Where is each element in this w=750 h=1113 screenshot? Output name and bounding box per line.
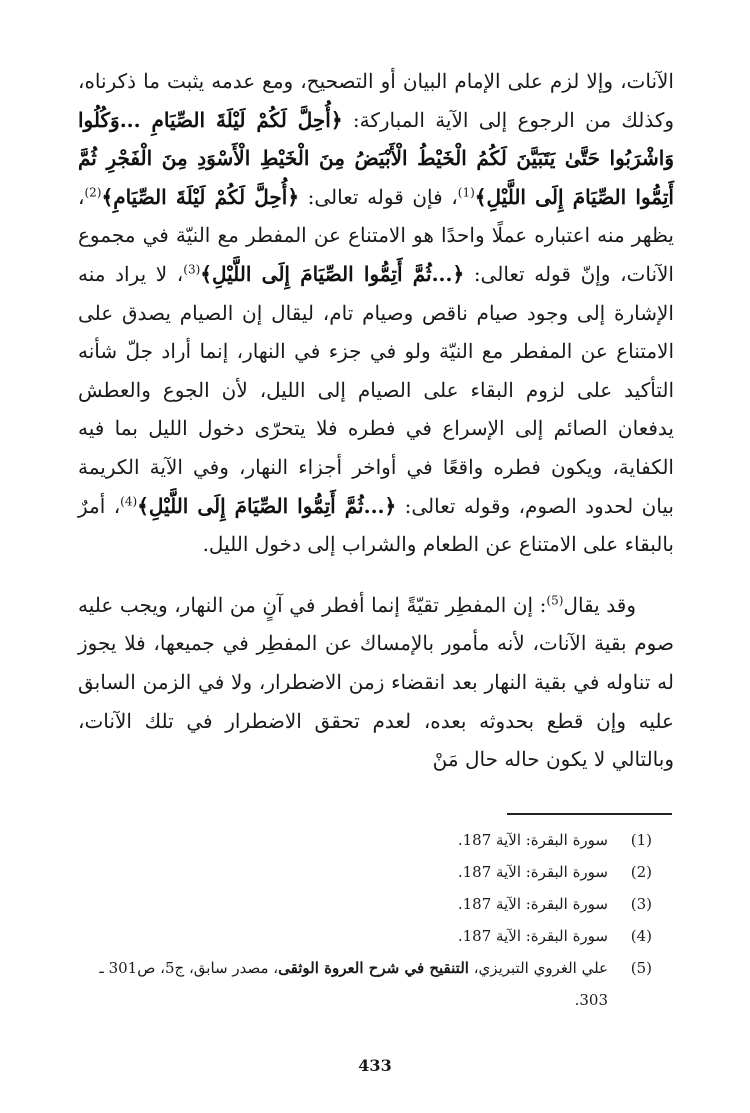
paragraph-text: ، أمرٌ بالبقاء على الامتناع عن الطعام والشراب إلى دخول الليل. [78,493,674,557]
footnote-ref-1[interactable]: (1) [457,185,475,200]
footnote-divider [507,813,672,815]
paragraph-text: ، يظهر منه اعتباره عملًا واحدًا هو الامتناع عن المفطر مع النيّة في مجموع الآنات، وإنّ قوله تعالى: [78,184,674,286]
footnote-ref-3[interactable]: (3) [183,262,201,277]
footnote-item [76,952,652,1016]
footnote-text: سورة البقرة: الآية 187. [457,895,608,913]
footnote-number: (3) [630,895,652,913]
footnote-author: علي الغروي التبريزي، [468,959,608,977]
footnote-item [76,824,652,856]
footnote-text: سورة البقرة: الآية 187. [457,831,608,849]
footnote-number: (2) [630,863,652,881]
footnote-text: سورة البقرة: الآية 187. [457,863,608,881]
paragraph-text: : إن المفطِر تقيّةً إنما أفطر في آنٍ من النهار، ويجب عليه صوم بقية الآنات، لأنه مأمور بالإمساك عن المفطِر في جميعها، فلا يجوز له تناوله في بقية النهار بعد انقضاء زمن الاضطرار، ولا في الزمن السابق عليه وإن قطع بحدوثه بعده، لعدم تحقق الاضطرار في تلك الآنات، وبالتالي لا يكون حاله حال مَنْ [78,592,674,772]
footnote-item [76,888,652,920]
quran-verse: ﴿أُحِلَّ لَكُمْ لَيْلَةَ الصِّيَامِ﴾ [101,184,300,209]
footnote-ref-2[interactable]: (2) [84,185,102,200]
page-number: 433 [358,1056,392,1075]
footnote-item [76,920,652,952]
footnote-text: سورة البقرة: الآية 187. [457,927,608,945]
footnote-ref-4[interactable]: (4) [120,493,138,508]
quran-verse: ﴿...ثُمَّ أَتِمُّوا الصِّيَامَ إِلَى اللَّيْلِ﴾ [200,261,465,286]
footnote-item [76,856,652,888]
paragraph-text: ، فإن قوله تعالى: [299,184,458,209]
quran-verse: ﴿...ثُمَّ أَتِمُّوا الصِّيَامَ إِلَى اللَّيْلِ﴾ [137,493,397,518]
quran-verse: ﴿أُحِلَّ لَكُمْ لَيْلَةَ الصِّيَامِ ...وَكُلُوا وَاشْرَبُوا حَتَّىٰ يَتَبَيَّنَ لَكُمُ الْخَيْطُ الْأَبْيَضُ مِنَ الْخَيْطِ الْأَسْوَدِ مِنَ الْفَجْرِ ثُمَّ أَتِمُّوا الصِّيَامَ إِلَى اللَّيْلِ﴾ [78,107,674,209]
paragraph-1 [78,62,674,564]
footnote-number: (4) [630,927,652,945]
paragraph-text: ، لا يراد منه الإشارة إلى وجود صيام ناقص وصيام تام، ليقال إن الصيام يصدق على الامتناع عن المفطر مع النيّة ولو في جزء في النهار، إنما أراد جلّ شأنه التأكيد على لزوم البقاء على الصيام إلى الليل، لأن الجوع والعطش يدفعان الصائم إلى الإسراع في فطره فلا يتحرّى دخول الليل بما فيه الكفاية، ويكون فطره واقعًا في أواخر أجزاء النهار، وفي الآية الكريمة بيان لحدود الصوم، وقوله تعالى: [78,261,674,518]
paragraph-text: وقد يقال [563,592,636,617]
footnote-source: ، مصدر سابق، ج5، ص301 ـ 303. [99,959,608,1009]
footnote-ref-5[interactable]: (5) [546,593,564,608]
paragraph-text: الآنات، وإلا لزم على الإمام البيان أو التصحيح، ومع عدمه يثبت ما ذكرناه، وكذلك من الرجوع إلى الآية المباركة: [78,69,674,132]
footnote-number: (1) [630,831,652,849]
footnotes [76,824,652,1016]
footnote-book-title: التنقيح في شرح العروة الوثقى [278,959,469,977]
footnote-number: (5) [630,959,652,977]
page-body [78,62,674,779]
paragraph-2 [78,586,674,779]
